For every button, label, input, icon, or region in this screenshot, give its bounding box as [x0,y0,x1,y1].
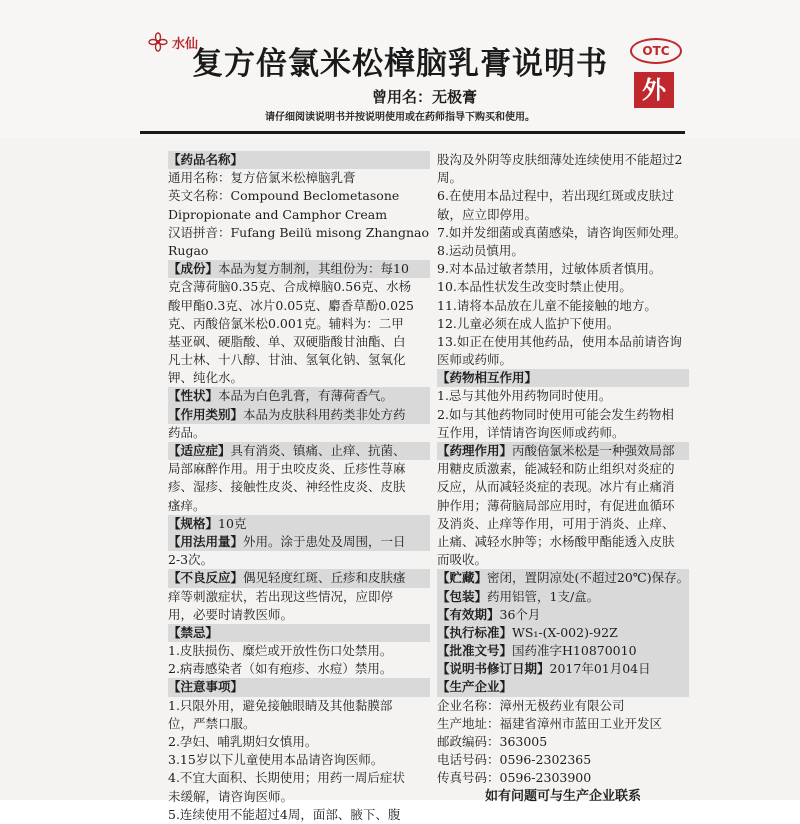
section-text: 1.皮肤损伤、糜烂或开放性伤口处禁用。 [168,643,393,659]
section-text: 具有消炎、镇痛、止痒、抗菌、 [230,443,406,458]
section-text: 汉语拼音：Fufang Beilü misong Zhangnao [168,224,430,240]
section-heading-line [437,642,689,660]
section-text: 周。 [437,170,463,186]
section-heading-line [168,387,430,405]
section-text: 传真号码：0596-2303900 [437,770,592,786]
section-heading: 【适应症】 [168,443,231,458]
section-text: 企业名称：漳州无极药业有限公司 [437,697,625,713]
section-heading: 【注意事项】 [168,679,244,695]
text-line [168,551,430,569]
text-line [437,460,689,478]
text-line [168,733,430,751]
section-text: 股沟及外阴等皮肤细薄处连续使用不能超过2 [437,152,683,167]
text-line [168,497,430,515]
text-line [437,297,689,315]
section-text: 疹、湿疹、接触性皮炎、神经性皮炎、皮肤 [168,479,406,495]
section-text: 5.连续使用不能超过4周，面部、腋下、腹 [168,806,401,822]
section-heading-line [168,569,430,587]
text-line [437,697,689,715]
section-text: 痒等刺激症状，若出现这些情况，应即停 [168,588,394,604]
text-line [168,297,430,315]
section-text: Dipropionate and Camphor Cream [168,206,388,222]
text-line [168,806,430,824]
section-heading: 【成份】 [168,261,219,277]
section-heading-line [168,406,430,424]
text-line [437,351,689,369]
section-text: 国药准字H10870010 [512,643,637,659]
section-text: 医师或药师。 [437,352,513,368]
section-text: 及消炎、止痒等作用，可用于消炎、止痒、 [437,515,675,531]
section-heading-line [168,515,430,533]
section-heading-line [437,442,689,460]
text-line [437,206,689,224]
text-line [437,278,689,296]
text-line [168,588,430,606]
header-divider [140,131,685,134]
section-text: 丙酸倍氯米松是一种强效局部 [512,443,675,458]
section-heading-line [437,624,689,642]
text-line [168,606,430,624]
section-text: 密闭，置阴凉处(不超过20℃)保存。 [487,570,690,586]
section-heading: 【禁忌】 [168,624,219,640]
text-line [168,169,430,187]
text-line [168,769,430,787]
text-line [168,478,430,496]
text-line [168,460,430,478]
section-heading: 【说明书修订日期】 [437,661,550,677]
section-text: 2017年01月04日 [549,661,651,677]
section-heading-line [437,606,689,624]
section-heading-line [437,369,689,387]
text-line [168,242,430,260]
left-text-column [168,151,430,824]
section-text: 12.儿童必须在成人监护下使用。 [437,315,620,331]
section-text: 36个月 [499,606,541,622]
text-line [168,278,430,296]
text-line [168,369,430,387]
section-text: 本品为白色乳膏，有薄荷香气。 [218,388,394,404]
section-heading-line [437,678,689,696]
text-line [437,187,689,205]
text-line [168,424,430,442]
text-line [437,169,689,187]
section-heading: 【生产企业】 [437,679,513,695]
section-text: 基亚砜、硬脂酸、单、双硬脂酸甘油酯、白 [168,333,406,349]
section-heading: 【性状】 [168,388,219,404]
external-use-badge: 外 [634,72,674,108]
section-heading: 【药理作用】 [437,443,513,458]
section-text: 凡士林、十八醇、甘油、氢氧化钠、氢氧化 [168,352,406,368]
section-text: 互作用，详情请咨询医师或药师。 [437,424,625,440]
section-text: 反应，从而减轻炎症的表现。冰片有止痛消 [437,479,675,495]
section-text: 4.不宜大面积、长期使用；用药一周后症状 [168,770,405,786]
section-heading: 【有效期】 [437,606,500,622]
section-heading-line [437,660,689,678]
section-text: 位，严禁口服。 [168,715,256,731]
section-text: 8.运动员慎用。 [437,242,524,258]
text-line [437,715,689,733]
section-text: 克含薄荷脑0.35克、合成樟脑0.56克、水杨 [168,279,412,295]
section-text: 10克 [218,515,247,531]
section-heading-line [168,624,430,642]
text-line [168,697,430,715]
text-line [437,242,689,260]
section-heading-line [168,533,430,551]
section-heading: 【规格】 [168,515,219,531]
section-text: 瘙痒。 [168,497,206,513]
text-line [437,424,689,442]
section-heading-line [168,260,430,278]
section-text: 而吸收。 [437,552,488,568]
section-text: 药用铝管，1支/盒。 [487,588,600,604]
section-text: 英文名称：Compound Beclometasone [168,188,400,204]
section-text: 9.对本品过敏者禁用，过敏体质者慎用。 [437,261,662,277]
section-heading: 【不良反应】 [168,570,244,586]
text-line [437,151,689,169]
section-heading: 【批准文号】 [437,643,513,659]
section-text: 2-3次。 [168,552,214,568]
section-text: 电话号码：0596-2302365 [437,752,592,768]
otc-badge: OTC [630,38,682,64]
document-title: 复方倍氯米松樟脑乳膏说明书 [192,46,608,82]
section-heading: 【执行标准】 [437,624,513,640]
section-text: 局部麻醉作用。用于虫咬皮炎、丘疹性荨麻 [168,461,406,477]
section-heading-line [437,569,689,587]
section-heading-line [437,588,689,606]
text-line [168,660,430,678]
text-line [437,478,689,496]
section-text: 11.请将本品放在儿童不能接触的地方。 [437,297,657,313]
usage-warning: 请仔细阅读说明书并按说明使用或在药师指导下购买和使用。 [265,112,535,123]
section-heading-line [168,151,430,169]
section-text: WS₁-(X-002)-92Z [512,624,618,640]
section-heading-line [168,678,430,696]
text-line [168,715,430,733]
section-text: 2.孕妇、哺乳期妇女慎用。 [168,734,318,749]
leaflet-header [0,0,800,138]
section-text: 本品为复方制剂，其组份为：每10 [218,261,409,277]
section-text: 药品。 [168,424,206,440]
section-text: 外用。涂于患处及周围，一日 [243,533,406,549]
section-heading-line [168,442,430,460]
section-heading: 【包装】 [437,588,488,604]
text-line [437,515,689,533]
text-line [437,315,689,333]
section-text: 未缓解，请咨询医师。 [168,788,294,804]
text-line [168,751,430,769]
text-line [168,206,430,224]
text-line [168,642,430,660]
text-line [168,315,430,333]
section-text: 本品为皮肤科用药类非处方药 [243,406,406,422]
section-text: 偶见轻度红斑、丘疹和皮肤瘙 [243,570,406,586]
section-text: 用，必要时请教医师。 [168,606,294,622]
former-name: 曾用名：无极膏 [372,88,478,106]
text-line [437,260,689,278]
text-line [437,769,689,787]
text-line [437,551,689,569]
section-text: 克、丙酸倍氯米松0.001克。辅料为：二甲 [168,315,404,331]
text-line [437,733,689,751]
text-line [168,224,430,242]
section-text: 止痛、减轻水肿等；水杨酸甲酯能透入皮肤 [437,533,675,549]
text-line [437,533,689,551]
section-heading: 【药物相互作用】 [437,370,538,386]
section-text: 用糖皮质激素，能减轻和防止组织对炎症的 [437,461,675,477]
text-line [437,788,689,806]
text-line [168,351,430,369]
text-line [437,333,689,351]
text-line [168,788,430,806]
section-text: 敏，应立即停用。 [437,206,538,222]
section-text: 1.忌与其他外用药物同时使用。 [437,388,612,404]
section-heading: 【药品名称】 [168,152,244,167]
section-text: 6.在使用本品过程中，若出现红斑或皮肤过 [437,188,674,204]
text-line [437,751,689,769]
section-heading: 【作用类别】 [168,406,244,422]
section-text: 10.本品性状发生改变时禁止使用。 [437,279,632,295]
section-text: Rugao [168,242,209,258]
section-heading: 【贮藏】 [437,570,488,586]
section-text: 酸甲酯0.3克、冰片0.05克、麝香草酚0.025 [168,297,414,313]
section-text: 1.只限外用，避免接触眼睛及其他黏膜部 [168,697,393,713]
text-line [168,333,430,351]
right-text-column [437,151,689,806]
text-line [437,497,689,515]
text-line [437,387,689,405]
section-text: 如有问题可与生产企业联系 [484,788,641,804]
section-text: 邮政编码：363005 [437,734,548,749]
section-text: 13.如正在使用其他药品，使用本品前请咨询 [437,333,682,349]
text-line [168,187,430,205]
brand-name: 水仙 [172,36,199,52]
text-line [437,406,689,424]
section-text: 7.如并发细菌或真菌感染，请咨询医师处理。 [437,224,687,240]
section-text: 肿作用；薄荷脑局部应用时，有促进血循环 [437,497,675,513]
section-text: 2.如与其他药物同时使用可能会发生药物相 [437,406,674,422]
section-text: 3.15岁以下儿童使用本品请咨询医师。 [168,752,384,768]
section-heading: 【用法用量】 [168,533,244,549]
text-line [437,224,689,242]
section-text: 通用名称：复方倍氯米松樟脑乳膏 [168,170,356,186]
section-text: 钾、纯化水。 [168,370,244,386]
section-text: 生产地址：福建省漳州市蓝田工业开发区 [437,715,663,731]
section-text: 2.病毒感染者（如有疱疹、水痘）禁用。 [168,661,393,677]
